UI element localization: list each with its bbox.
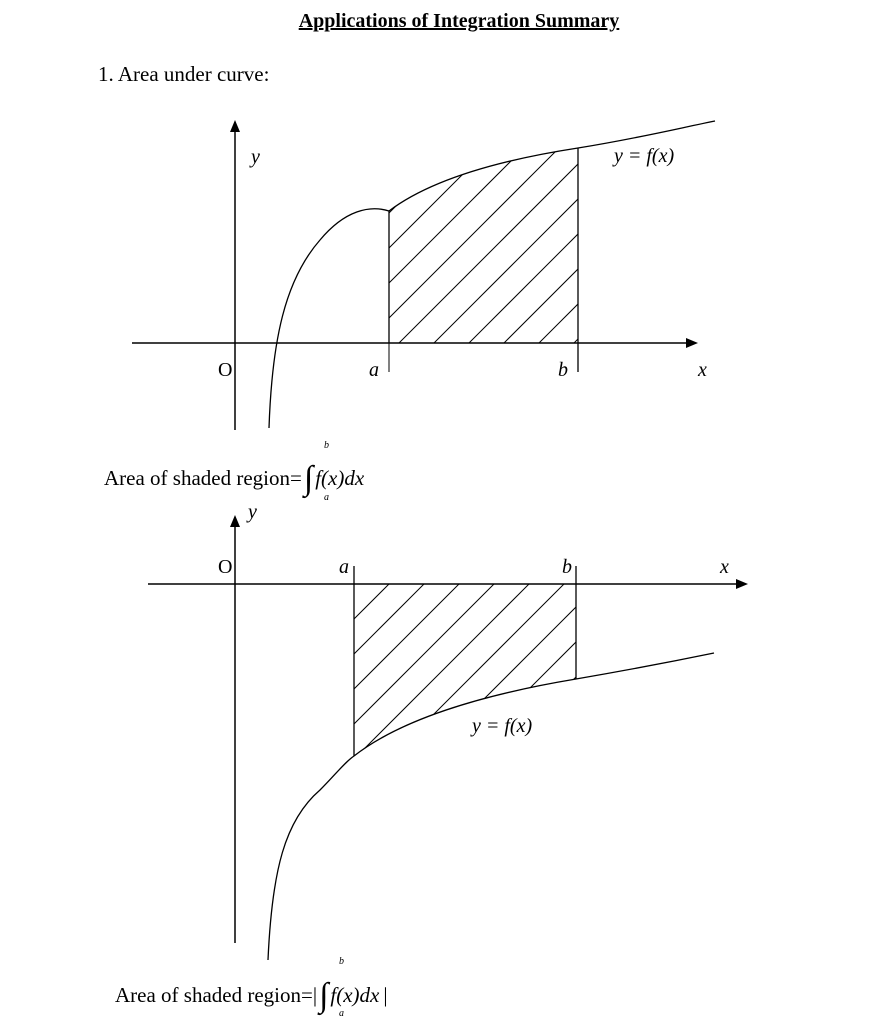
- section-number: 1.: [98, 62, 114, 86]
- hatching-1: [389, 53, 789, 368]
- x-axis-label-1: x: [698, 359, 707, 381]
- lower-limit-2: a: [339, 1008, 344, 1019]
- y-axis-label-1: y: [251, 146, 260, 168]
- upper-limit-2: b: [339, 956, 344, 967]
- hatching-2: [354, 584, 739, 804]
- caption-text-1: Area of shaded region=: [104, 466, 302, 490]
- curve-label-1: y = f(x): [614, 145, 675, 167]
- x-axis-arrow-2: [736, 579, 748, 589]
- closing-bar-2: |: [383, 983, 388, 1007]
- curve-1: [269, 121, 715, 428]
- b-label-1: b: [558, 359, 568, 381]
- integrand-2: f(x)dx: [330, 983, 380, 1007]
- a-label-1: a: [369, 359, 379, 381]
- lower-limit-1: a: [324, 492, 329, 503]
- x-axis-arrow-1: [686, 338, 698, 348]
- y-axis-label-2: y: [248, 501, 257, 523]
- x-axis-label-2: x: [720, 556, 729, 578]
- curve-label-2: y = f(x): [472, 715, 533, 737]
- caption-area-1: [104, 456, 365, 497]
- y-axis-arrow-1: [230, 120, 240, 132]
- upper-limit-1: b: [324, 440, 329, 451]
- b-label-2: b: [562, 556, 572, 578]
- caption-area-2: [115, 973, 388, 1014]
- page-title: Applications of Integration Summary: [298, 10, 620, 32]
- section-heading-text: Area under curve:: [117, 62, 270, 86]
- caption-text-2: Area of shaded region=|: [115, 983, 318, 1007]
- curve-2: [268, 653, 714, 960]
- y-axis-arrow-2: [230, 515, 240, 527]
- origin-label-1: O: [218, 359, 233, 381]
- origin-label-2: O: [218, 556, 233, 578]
- integrand-1: f(x)dx: [315, 466, 365, 490]
- a-label-2: a: [339, 556, 349, 578]
- integral-sign-1: ∫: [303, 460, 314, 497]
- integral-sign-2: ∫: [319, 977, 329, 1014]
